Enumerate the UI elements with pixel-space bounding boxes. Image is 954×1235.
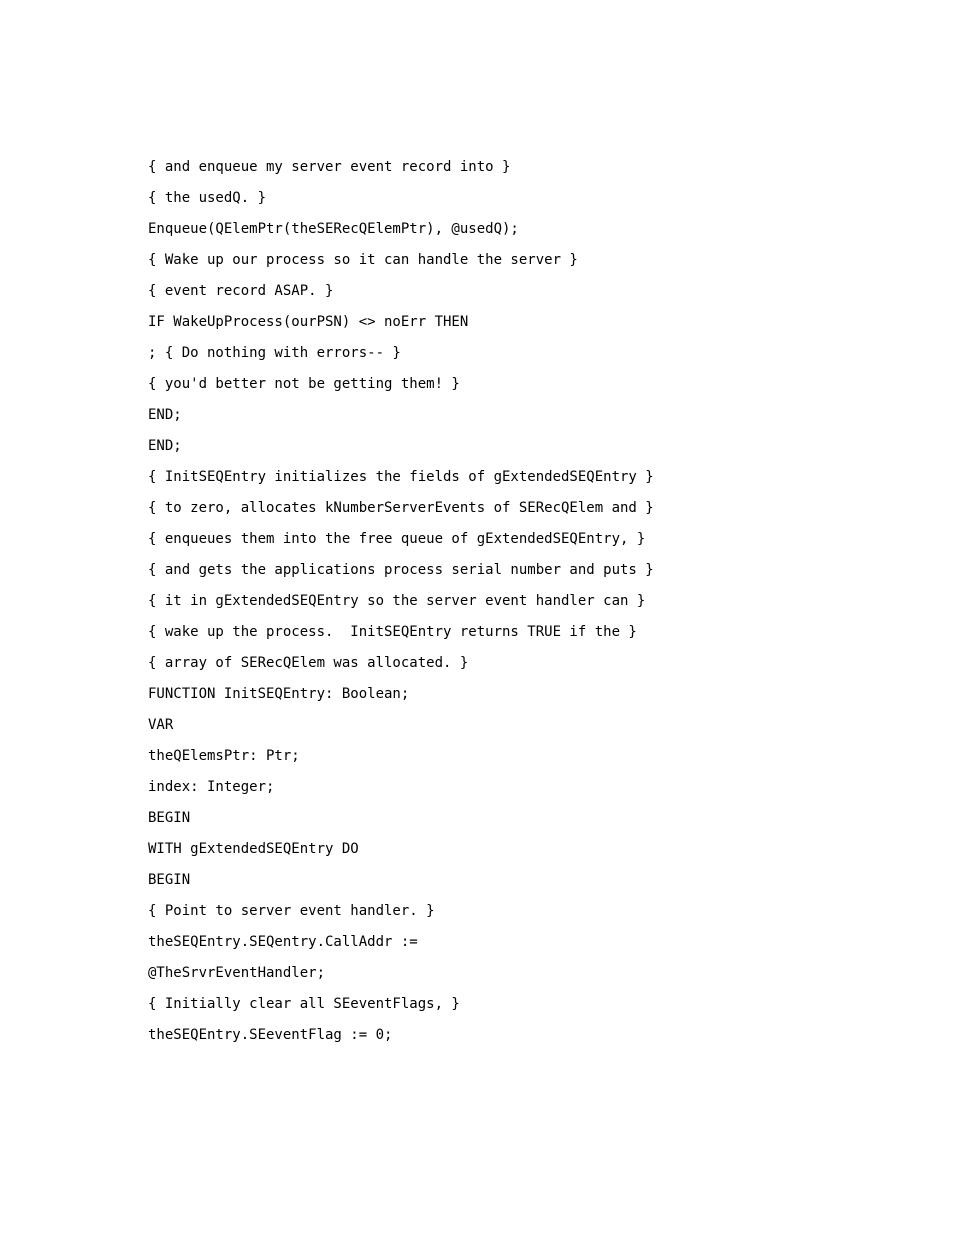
code-line: FUNCTION InitSEQEntry: Boolean; <box>148 686 410 702</box>
code-line: theSEQEntry.SEeventFlag := 0; <box>148 1027 393 1043</box>
code-line: { event record ASAP. } <box>148 283 334 299</box>
code-line: { Point to server event handler. } <box>148 903 435 919</box>
code-listing <box>148 157 654 1056</box>
code-line: ; { Do nothing with errors-- } <box>148 345 401 361</box>
code-line: IF WakeUpProcess(ourPSN) <> noErr THEN <box>148 314 469 330</box>
code-line: { Initially clear all SEeventFlags, } <box>148 996 460 1012</box>
code-line: { you'd better not be getting them! } <box>148 376 460 392</box>
code-line: { and gets the applications process serial number and puts } <box>148 562 654 578</box>
code-line: theSEQEntry.SEQentry.CallAddr := <box>148 934 418 950</box>
code-line: theQElemsPtr: Ptr; <box>148 748 300 764</box>
code-line: END; <box>148 407 182 423</box>
code-line: BEGIN <box>148 872 191 888</box>
code-line: { enqueues them into the free queue of gExtendedSEQEntry, } <box>148 531 646 547</box>
code-line: VAR <box>148 717 174 733</box>
code-line: { and enqueue my server event record into } <box>148 159 511 175</box>
code-line: { Wake up our process so it can handle the server } <box>148 252 578 268</box>
code-line: { it in gExtendedSEQEntry so the server event handler can } <box>148 593 646 609</box>
code-line: { wake up the process. InitSEQEntry returns TRUE if the } <box>148 624 637 640</box>
code-line: END; <box>148 438 182 454</box>
code-line: BEGIN <box>148 810 191 826</box>
code-line: { array of SERecQElem was allocated. } <box>148 655 469 671</box>
code-line: { to zero, allocates kNumberServerEvents of SERecQElem and } <box>148 500 654 516</box>
code-line: Enqueue(QElemPtr(theSERecQElemPtr), @usedQ); <box>148 221 519 237</box>
code-line: { InitSEQEntry initializes the fields of gExtendedSEQEntry } <box>148 469 654 485</box>
code-line: @TheSrvrEventHandler; <box>148 965 326 981</box>
code-line: WITH gExtendedSEQEntry DO <box>148 841 359 857</box>
code-line: index: Integer; <box>148 779 275 795</box>
code-line: { the usedQ. } <box>148 190 267 206</box>
